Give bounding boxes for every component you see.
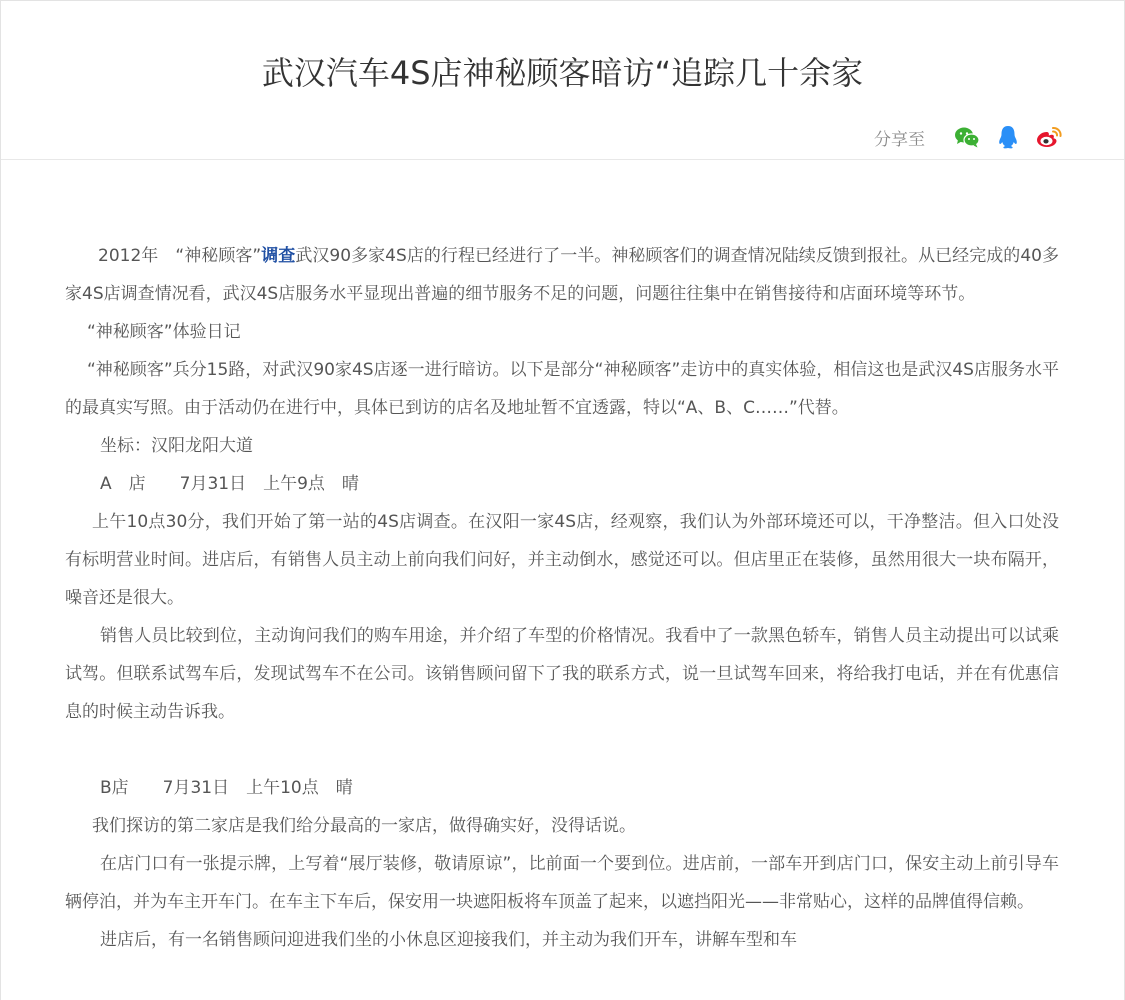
paragraph-intro: 2012年 “神秘顾客”: [98, 246, 262, 266]
keyword-link[interactable]: 调查: [261, 246, 296, 266]
store-heading-a: A 店 7月31日 上午9点 晴: [100, 474, 359, 494]
article-title: 武汉汽车4S店神秘顾客暗访“追踪几十余家: [261, 54, 864, 92]
paragraph-rest: 武汉90多家4S店的行程已经进行了一半。神秘顾客们的调查情况陆续反馈到报社。从已经完成的40多家4S店调查情况看，武汉4S店服务水平显现出普遍的细节服务不足的问题，问题往往集中在销售接待和店面环境等环节。: [65, 246, 1059, 304]
share-label: 分享至: [874, 129, 925, 150]
weibo-icon[interactable]: [1036, 124, 1062, 150]
paragraph: [65, 237, 1059, 313]
section-heading: “神秘顾客”体验日记: [87, 322, 241, 342]
paragraph: 进店后，有一名销售顾问迎进我们坐的小休息区迎接我们，并主动为我们开车，讲解车型和车: [100, 930, 797, 950]
paragraph: “神秘顾客”兵分15路，对武汉90家4S店逐一进行暗访。以下是部分“神秘顾客”走访中的真实体验，相信这也是武汉4S店服务水平的最真实写照。由于活动仍在进行中，具体已到访的店名及地址暂不宜透露，特以“A、B、C……”代替。: [65, 360, 1059, 418]
wechat-icon[interactable]: [954, 124, 980, 150]
article-body: [65, 237, 1059, 959]
share-bar: [874, 121, 1062, 153]
paragraph: 我们探访的第二家店是我们给分最高的一家店，做得确实好，没得话说。: [92, 816, 636, 836]
location-line: 坐标：汉阳龙阳大道: [100, 436, 253, 456]
store-heading-b: B店 7月31日 上午10点 晴: [100, 778, 353, 798]
paragraph: 在店门口有一张提示牌，上写着“展厅装修，敬请原谅”，比前面一个要到位。进店前，一部车开到店门口，保安主动上前引导车辆停泊，并为车主开车门。在车主下车后，保安用一块遮阳板将车顶盖了起来，以遮挡阳光——非常贴心，这样的品牌值得信赖。: [65, 854, 1059, 912]
article-header: [1, 1, 1124, 160]
paragraph: 销售人员比较到位，主动询问我们的购车用途，并介绍了车型的价格情况。我看中了一款黑色轿车，销售人员主动提出可以试乘试驾。但联系试驾车后，发现试驾车不在公司。该销售顾问留下了我的联系方式，说一旦试驾车回来，将给我打电话，并在有优惠信息的时候主动告诉我。: [65, 626, 1059, 722]
qq-icon[interactable]: [995, 124, 1021, 150]
paragraph: 上午10点30分，我们开始了第一站的4S店调查。在汉阳一家4S店，经观察，我们认为外部环境还可以，干净整洁。但入口处没有标明营业时间。进店后，有销售人员主动上前向我们问好，并主动倒水，感觉还可以。但店里正在装修，虽然用很大一块布隔开，噪音还是很大。: [65, 512, 1059, 608]
spacer: [65, 731, 1059, 769]
